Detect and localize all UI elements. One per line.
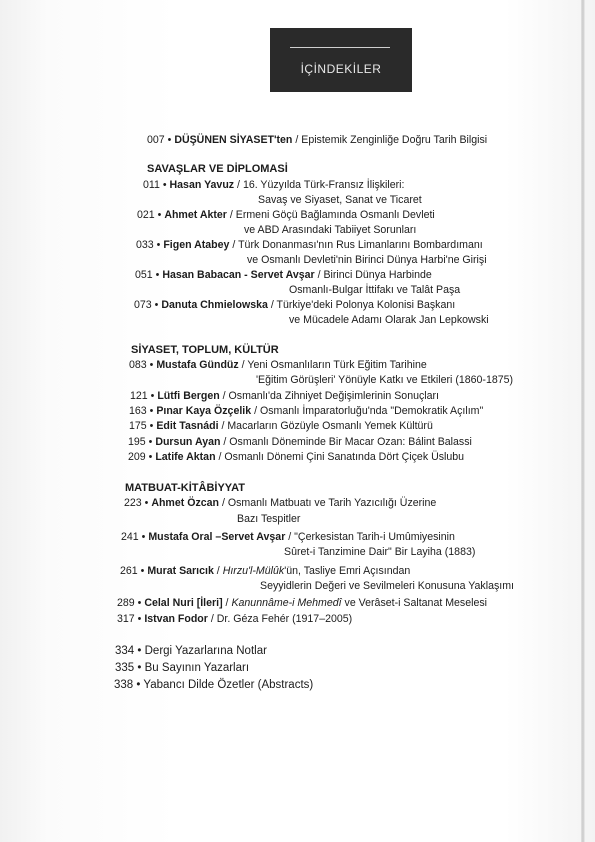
bullet: •	[137, 613, 142, 625]
separator: /	[220, 436, 230, 448]
toc-entry	[120, 564, 410, 579]
toc-entry	[143, 178, 404, 193]
author: Figen Atabey	[163, 239, 230, 251]
article-title: Osmanlı İmparatorluğu'nda "Demokratik Açılım"	[259, 405, 484, 417]
toc-entry	[124, 496, 436, 511]
article-title-cont: Savaş ve Siyaset, Sanat ve Ticaret	[258, 194, 422, 206]
back-matter-item	[114, 678, 313, 693]
page-number: 121	[130, 390, 148, 402]
article-title: Osmanlı Dönemi Çini Sanatında Dört Çiçek Üslubu	[224, 451, 465, 463]
article-title-italic: Kanunnâme-i Mehmedî	[231, 597, 342, 609]
page-number: 223	[124, 497, 142, 509]
page-number: 163	[129, 405, 147, 417]
bullet: •	[137, 662, 142, 674]
article-title: Türk Donanması'nın Rus Limanlarını Bombardımanı	[238, 239, 483, 251]
article-title: Osmanlı Döneminde Bir Macar Ozan: Bálint Balassi	[229, 436, 472, 448]
separator: /	[314, 269, 324, 281]
page-title: İÇİNDEKİLER	[300, 62, 382, 76]
article-title: Ermeni Göçü Bağlamında Osmanlı Devleti	[235, 209, 435, 221]
bullet: •	[154, 299, 159, 311]
article-title: 'ün, Tasliye Emri Açısından	[284, 565, 411, 577]
author: Mustafa Oral –Servet Avşar	[148, 531, 286, 543]
bullet: •	[167, 134, 172, 146]
toc-entry	[128, 450, 464, 465]
article-title: Macarların Gözüyle Osmanlı Yemek Kültürü	[227, 420, 433, 432]
bullet: •	[149, 359, 154, 371]
author: Latife Aktan	[155, 451, 216, 463]
page-number: 289	[117, 597, 135, 609]
section-heading: MATBUAT-KİTÂBİYYAT	[125, 482, 245, 494]
toc-entry	[129, 404, 483, 419]
page-number: 021	[137, 209, 155, 221]
author: Ahmet Özcan	[151, 497, 220, 509]
item-title: Dergi Yazarlarına Notlar	[144, 645, 267, 657]
article-title: Birinci Dünya Harbinde	[323, 269, 432, 281]
article-title-cont: Bazı Tespitler	[237, 513, 301, 525]
article-title-cont: Osmanlı-Bulgar İttifakı ve Talât Paşa	[289, 284, 461, 296]
page-number: 209	[128, 451, 146, 463]
bullet: •	[149, 405, 154, 417]
separator: /	[267, 299, 277, 311]
page-number: 051	[135, 269, 153, 281]
page-number: 317	[117, 613, 135, 625]
toc-entry	[117, 596, 487, 611]
bullet: •	[141, 531, 146, 543]
page-number: 083	[129, 359, 147, 371]
toc-entry	[129, 419, 433, 434]
article-title: Epistemik Zenginliğe Doğru Tarih Bilgisi	[301, 134, 488, 146]
author: Istvan Fodor	[144, 613, 208, 625]
author: Murat Sarıcık	[147, 565, 214, 577]
toc-entry	[117, 612, 352, 627]
separator: /	[215, 451, 225, 463]
page-number: 338	[114, 679, 134, 691]
bullet: •	[162, 179, 167, 191]
toc-entry	[137, 208, 435, 223]
separator: /	[229, 239, 239, 251]
separator: /	[292, 134, 302, 146]
article-title: Osmanlı Matbuatı ve Tarih Yazıcılığı Üzerine	[227, 497, 437, 509]
toc-entry	[129, 358, 427, 373]
page-number: 175	[129, 420, 147, 432]
bullet: •	[136, 679, 141, 691]
separator: /	[222, 597, 232, 609]
article-title: Yeni Osmanlıların Türk Eğitim Tarihine	[247, 359, 427, 371]
section-heading: SİYASET, TOPLUM, KÜLTÜR	[131, 344, 279, 356]
bullet: •	[137, 597, 142, 609]
author: Hasan Babacan - Servet Avşar	[162, 269, 315, 281]
article-title-cont: ve Osmanlı Devleti'nin Birinci Dünya Harbi'ne Girişi	[247, 254, 487, 266]
toc-entry	[136, 238, 483, 253]
toc-entry-intro	[147, 133, 487, 148]
back-matter-item	[115, 661, 249, 676]
toc-entry	[130, 389, 439, 404]
article-title: Türkiye'deki Polonya Kolonisi Başkanı	[276, 299, 456, 311]
article-title-cont: Seyyidlerin Değeri ve Sevilmeleri Konusuna Yaklaşımı	[260, 580, 514, 592]
article-title-cont: Sûret-i Tanzimine Dair" Bir Layiha (1883)	[284, 546, 476, 558]
article-title: ve Verâset-i Saltanat Meselesi	[341, 597, 488, 609]
bullet: •	[140, 565, 145, 577]
author: Mustafa Gündüz	[156, 359, 239, 371]
article-title-cont: ve ABD Arasındaki Tabiiyet Sorunları	[244, 224, 417, 236]
article-title: 16. Yüzyılda Türk-Fransız İlişkileri:	[242, 179, 405, 191]
item-title: Bu Sayının Yazarları	[144, 662, 250, 674]
bullet: •	[144, 497, 149, 509]
article-title-italic: Hırzu'l-Mülûk	[222, 565, 285, 577]
separator: /	[219, 390, 229, 402]
page-number: 007	[147, 134, 165, 146]
separator: /	[251, 405, 260, 417]
section-heading: SAVAŞLAR VE DİPLOMASİ	[147, 163, 288, 175]
separator: /	[207, 613, 217, 625]
toc-entry	[134, 298, 455, 313]
bullet: •	[157, 209, 162, 221]
author: Lütfi Bergen	[157, 390, 220, 402]
bullet: •	[155, 269, 160, 281]
article-title: "Çerkesistan Tarih-i Umûmiyesinin	[294, 531, 455, 543]
separator: /	[285, 531, 295, 543]
toc-entry	[128, 435, 472, 450]
author: Danuta Chmielowska	[161, 299, 268, 311]
bullet: •	[149, 420, 154, 432]
page-number: 335	[115, 662, 135, 674]
author: Celal Nuri [İleri]	[144, 597, 223, 609]
article-title: Dr. Géza Fehér (1917–2005)	[216, 613, 353, 625]
author: Dursun Ayan	[155, 436, 221, 448]
page-number: 033	[136, 239, 154, 251]
author: DÜŞÜNEN SİYASET'ten	[174, 134, 293, 146]
separator: /	[213, 565, 223, 577]
separator: /	[219, 497, 228, 509]
author: Ahmet Akter	[164, 209, 227, 221]
article-title-cont: 'Eğitim Görüşleri' Yönüyle Katkı ve Etkileri (1860-1875)	[256, 374, 514, 386]
author: Hasan Yavuz	[169, 179, 235, 191]
author: Pınar Kaya Özçelik	[156, 405, 252, 417]
bullet: •	[148, 436, 153, 448]
bullet: •	[150, 390, 155, 402]
toc-entry	[121, 530, 455, 545]
page-number: 011	[143, 179, 160, 191]
page-number: 334	[115, 645, 135, 657]
item-title: Yabancı Dilde Özetler (Abstracts)	[143, 679, 314, 691]
page-number: 195	[128, 436, 146, 448]
article-title-cont: ve Mücadele Adamı Olarak Jan Lepkowski	[289, 314, 489, 326]
page-number: 241	[121, 531, 139, 543]
separator: /	[218, 420, 228, 432]
toc-entry	[135, 268, 432, 283]
page-number: 073	[134, 299, 152, 311]
article-title: Osmanlı'da Zihniyet Değişimlerinin Sonuçları	[228, 390, 439, 402]
bullet: •	[156, 239, 161, 251]
separator: /	[226, 209, 236, 221]
bullet: •	[148, 451, 153, 463]
author: Edit Tasnádi	[156, 420, 219, 432]
bullet: •	[137, 645, 142, 657]
back-matter-item	[115, 644, 267, 659]
separator: /	[234, 179, 243, 191]
page-number: 261	[120, 565, 138, 577]
separator: /	[238, 359, 248, 371]
